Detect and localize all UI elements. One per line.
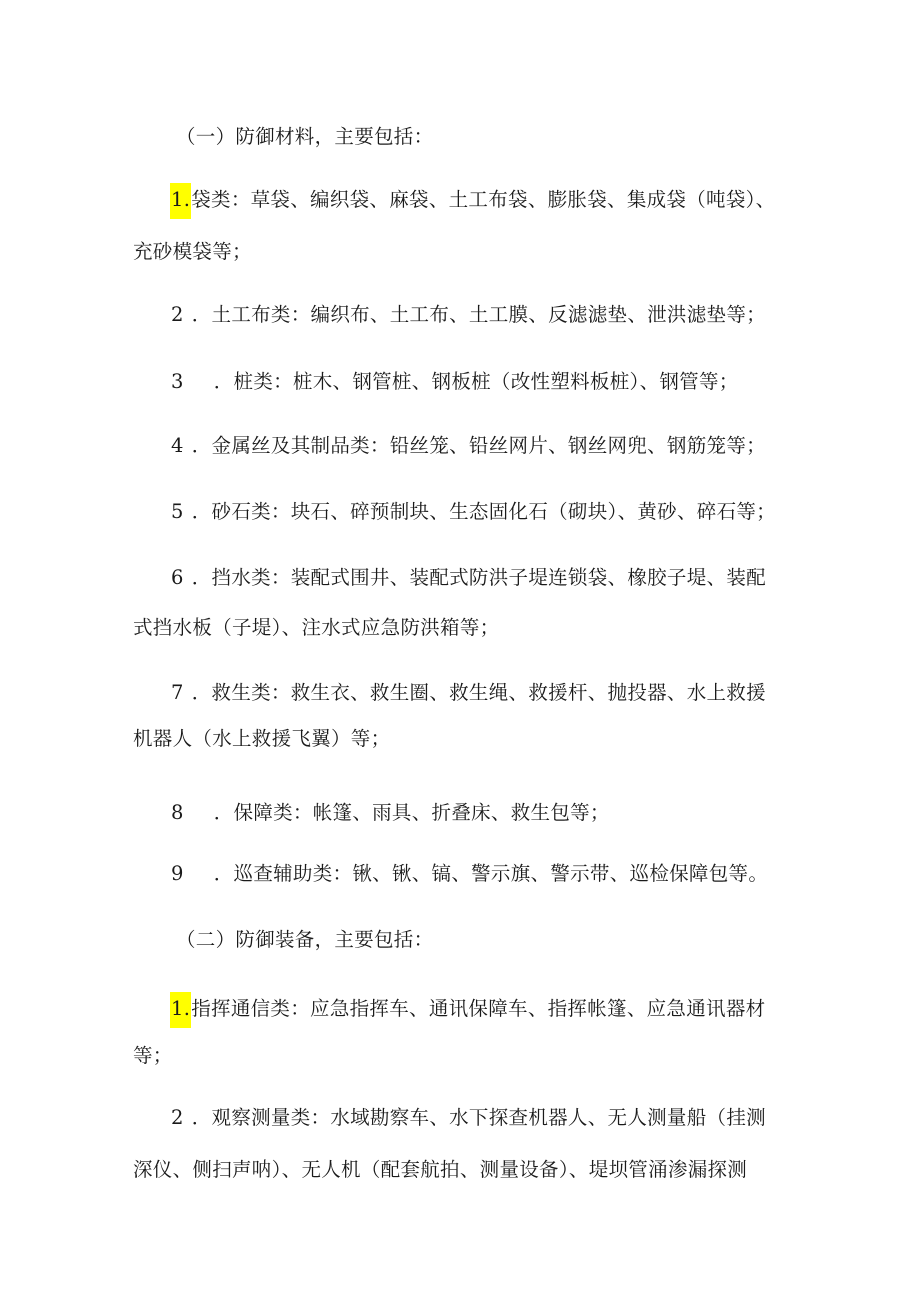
s1-item7-number: 7 [171,681,184,704]
s1-item6-number: 6 [171,566,184,589]
s2-item2-text: ．观察测量类：水域勘察车、水下探查机器人、无人测量船（挂测 [191,1106,766,1129]
s2-item1-text: 指挥通信类：应急指挥车、通讯保障车、指挥帐篷、应急通讯器材 [191,997,766,1020]
s1-item8-number: 8 [171,801,184,824]
section2-heading: （二）防御装备，主要包括： [176,928,434,951]
s1-item3 [171,369,739,395]
s2-item2-number: 2 [171,1106,184,1129]
s1-item3-text: ．桩类：桩木、钢管桩、钢板桩（改性塑料板桩）、钢管等； [213,370,739,393]
s1-item1-number: 1. [170,183,191,219]
s2-item2-line1 [171,1105,766,1131]
s1-item8-text: ．保障类：帐篷、雨具、折叠床、救生包等； [213,801,610,824]
s1-item1-line1 [170,183,775,219]
s1-item3-number: 3 [171,370,184,393]
s1-item2-text: ．土工布类：编织布、土工布、土工膜、反滤滤垫、泄洪滤垫等； [191,303,766,326]
s2-item1-number: 1. [170,992,191,1028]
s1-item5-number: 5 [171,500,184,523]
s1-item7-text: ．救生类：救生衣、救生圈、救生绳、救援杆、抛投器、水上救援 [191,681,766,704]
s1-item5-text: ．砂石类：块石、碎预制块、生态固化石（砌块）、黄砂、碎石等； [191,500,776,523]
s1-item6-text: ．挡水类：装配式围井、装配式防洪子堤连锁袋、橡胶子堤、装配 [191,566,766,589]
s1-item1-text: 袋类：草袋、编织袋、麻袋、土工布袋、膨胀袋、集成袋（吨袋）、 [191,188,776,211]
s1-item2-number: 2 [171,303,184,326]
s1-item6-line1 [171,565,766,591]
s1-item7-line1 [171,680,766,706]
s1-item5 [171,499,776,525]
s1-item8 [171,800,610,826]
s1-item6-line2: 式挡水板（子堤）、注水式应急防洪箱等； [133,616,500,639]
s2-item1-line1 [170,992,765,1028]
s1-item4-number: 4 [171,434,184,457]
s1-item7-line2: 机器人（水上救援飞翼）等； [133,727,391,750]
s1-item9 [171,861,768,887]
s1-item1-line2: 充砂模袋等； [133,240,252,263]
s1-item2 [171,302,766,328]
s1-item9-text: ．巡查辅助类：锹、锹、镐、警示旗、警示带、巡检保障包等。 [213,862,769,885]
s1-item9-number: 9 [171,862,184,885]
section1-heading: （一）防御材料，主要包括： [176,125,434,148]
s1-item4 [171,433,766,459]
s2-item2-line2: 深仪、侧扫声呐）、无人机（配套航拍、测量设备）、堤坝管涌渗漏探测 [133,1158,748,1181]
s2-item1-line2: 等； [133,1044,173,1067]
s1-item4-text: ．金属丝及其制品类：铅丝笼、铅丝网片、钢丝网兜、钢筋笼等； [191,434,766,457]
